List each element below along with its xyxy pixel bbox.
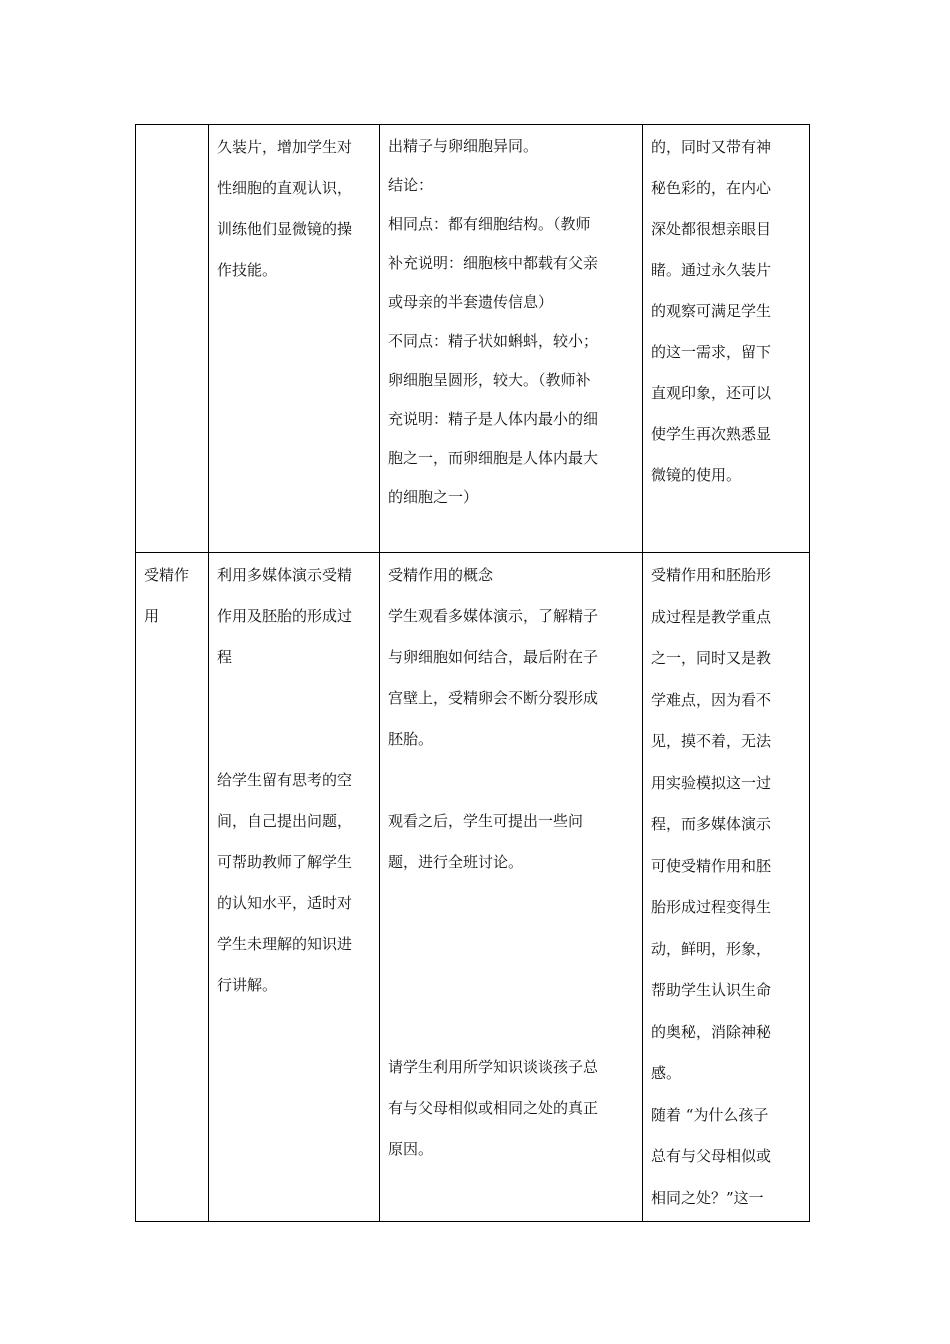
table-row	[136, 553, 810, 1222]
stage-cell	[136, 125, 209, 553]
table-row	[136, 125, 810, 553]
student-activity-cell: 出精子与卵细胞异同。 结论： 相同点：都有细胞结构。（教师 补充说明：细胞核中都载有父亲 或母亲的半套遗传信息） 不同点：精子状如蝌蚪，较小； 卵细胞呈圆形，较大。（教师补 充说明：精子是人体内最小的细 胞之一，而卵细胞是人体内最大 的细胞之一）	[380, 125, 643, 553]
teacher-activity-cell: 利用多媒体演示受精 作用及胚胎的形成过 程 给学生留有思考的空 间，自己提出问题， 可帮助教师了解学生 的认知水平，适时对 学生未理解的知识进 行讲解。	[209, 553, 380, 1222]
lesson-plan-table	[135, 124, 810, 1222]
stage-cell: 受精作 用	[136, 553, 209, 1222]
design-intent-cell: 受精作用和胚胎形 成过程是教学重点 之一，同时又是教 学难点，因为看不 见，摸不着，无法 用实验模拟这一过 程，而多媒体演示 可使受精作用和胚 胎形成过程变得生 动，鲜明，形象， 帮助学生认识生命 的奥秘，消除神秘 感。 随着 “为什么孩子 总有与父母相似或 相同之处？”这一	[643, 553, 810, 1222]
teacher-activity-cell: 久装片，增加学生对 性细胞的直观认识， 训练他们显微镜的操 作技能。	[209, 125, 380, 553]
student-activity-cell: 受精作用的概念 学生观看多媒体演示，了解精子 与卵细胞如何结合，最后附在子 宫壁上，受精卵会不断分裂形成 胚胎。 观看之后，学生可提出一些问 题，进行全班讨论。 请学生利用所学知识谈谈孩子总 有与父母相似或相同之处的真正 原因。	[380, 553, 643, 1222]
design-intent-cell: 的，同时又带有神 秘色彩的，在内心 深处都很想亲眼目 睹。通过永久装片 的观察可满足学生 的这一需求，留下 直观印象，还可以 使学生再次熟悉显 微镜的使用。	[643, 125, 810, 553]
